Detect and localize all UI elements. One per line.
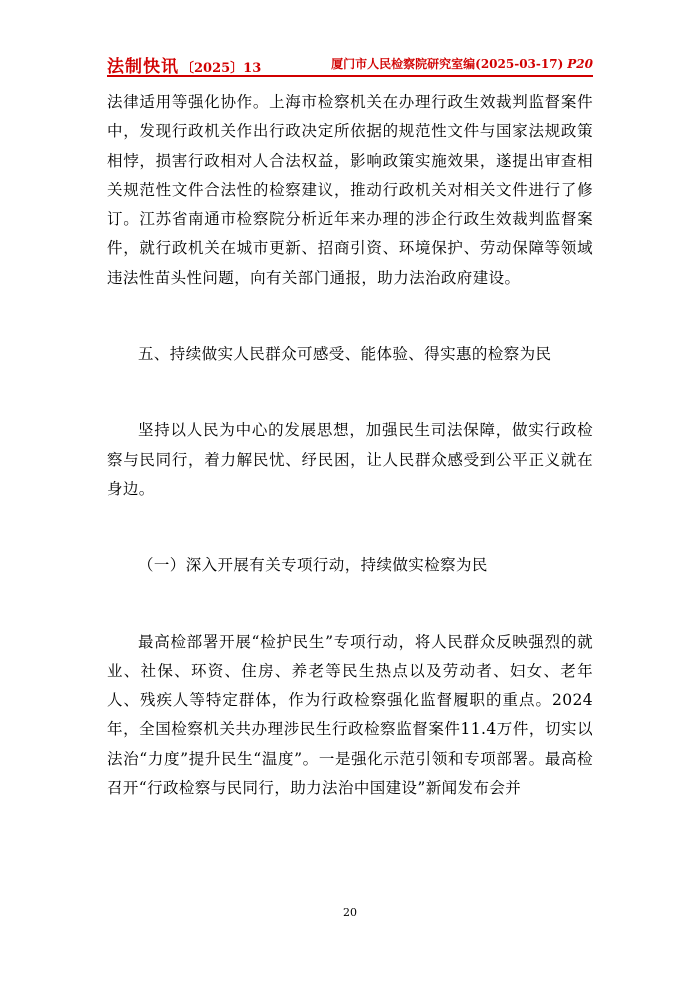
header-page-label: P20: [567, 57, 593, 71]
publisher-info: [331, 55, 593, 72]
page-header: [107, 52, 593, 77]
publisher-source: 厦门市人民检察院研究室编(2025-03-17): [331, 57, 564, 71]
subsection-heading: （一）深入开展有关专项行动，持续做实检察为民: [138, 556, 488, 575]
document-body: [107, 88, 593, 803]
publication-masthead: [107, 52, 261, 77]
section-heading: 五、持续做实人民群众可感受、能体验、得实惠的检察为民: [138, 345, 552, 364]
paragraph: 最高检部署开展“检护民生”专项行动，将人民群众反映强烈的就业、社保、环资、住房、养老等民生热点以及劳动者、妇女、老年人、残疾人等特定群体，作为行政检察强化监督履职的重点。2024年，全国检察机关共办理涉民生行政检察监督案件11.4万件，切实以法治“力度”提升民生“温度”。一是强化示范引领和专项部署。最高检召开“行政检察与民同行，助力法治中国建设”新闻发布会并: [107, 632, 593, 798]
publication-title: 法制快讯: [107, 57, 179, 77]
paragraph: 法律适用等强化协作。上海市检察机关在办理行政生效裁判监督案件中，发现行政机关作出行政决定所依据的规范性文件与国家法规政策相悖，损害行政相对人合法权益，影响政策实施效果，遂提出审查相关规范性文件合法性的检察建议，推动行政机关对相关文件进行了修订。江苏省南通市检察院分析近年来办理的涉企行政生效裁判监督案件，就行政机关在城市更新、招商引资、环境保护、劳动保障等领域违法性苗头性问题，向有关部门通报，助力法治政府建设。: [107, 93, 593, 287]
issue-number: 〔2025〕13: [181, 61, 262, 76]
header-divider: [107, 75, 593, 77]
paragraph: 坚持以人民为中心的发展思想，加强民生司法保障，做实行政检察与民同行，着力解民忧、纾民困，让人民群众感受到公平正义就在身边。: [107, 421, 593, 498]
page-number: 20: [343, 906, 357, 919]
